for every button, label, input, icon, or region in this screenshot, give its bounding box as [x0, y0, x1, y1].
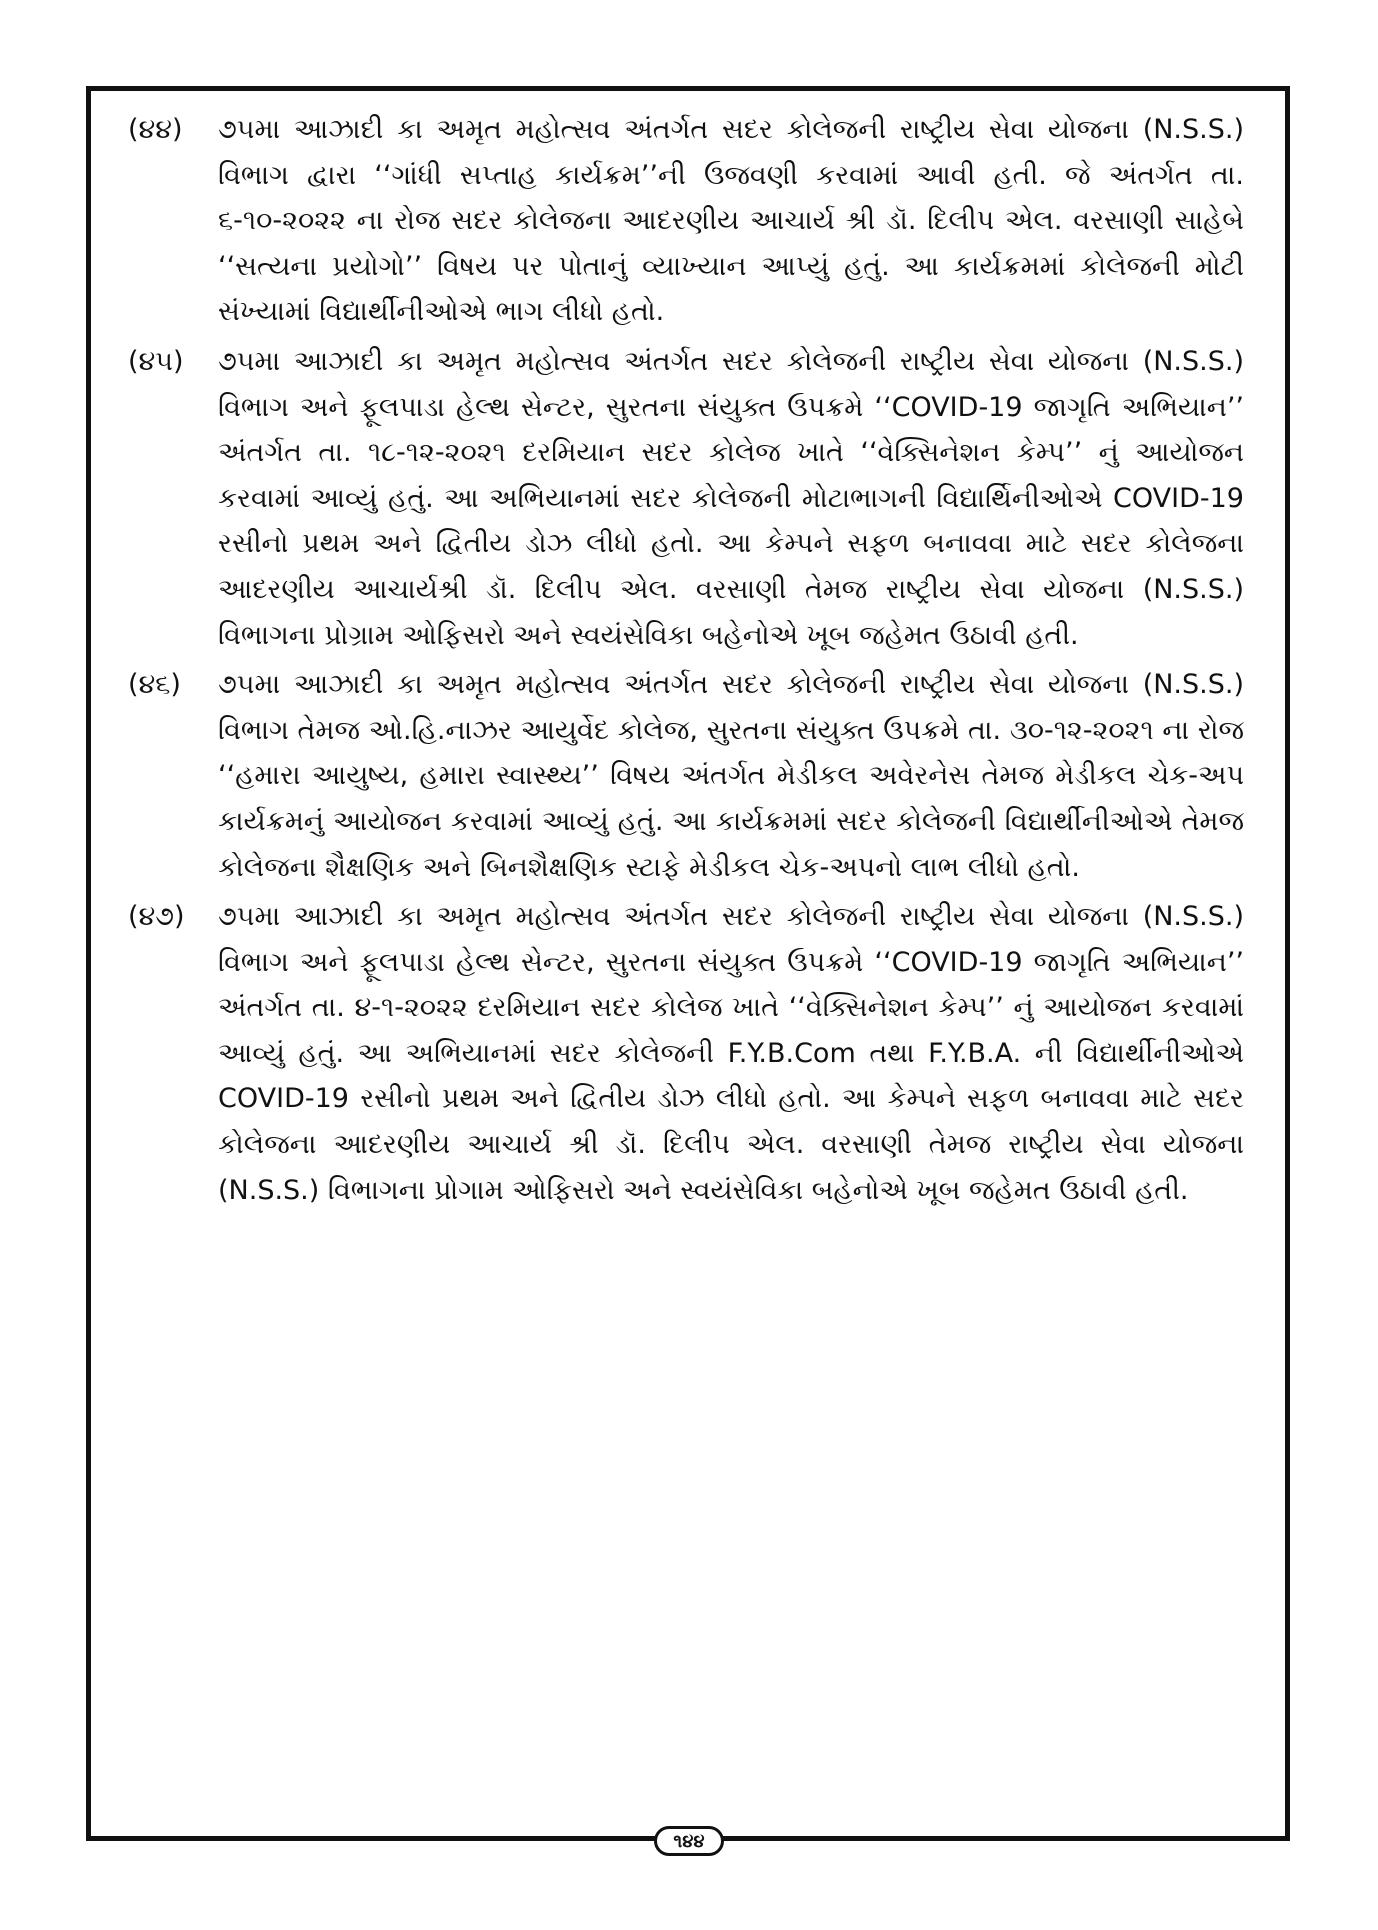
item-text: ૭૫મા આઝાદી કા અમૃત મહોત્સવ અંતર્ગત સદર કોલેજની રાષ્ટ્રીય સેવા યોજના (N.S.S.) વિભાગ અને ફૂલપાડા હેલ્થ સેન્ટર, સુરતના સંયુક્ત ઉપક્રમે ‘‘COVID-19 જાગૃતિ અભિયાન’’ અંતર્ગત તા. ૧૮-૧૨-૨૦૨૧ દરમિયાન સદર કોલેજ ખાતે ‘‘વેક્સિનેશન કેમ્પ’’ નું આયોજન કરવામાં આવ્યું હતું. આ અભિયાનમાં સદર કોલેજની મોટાભાગની વિદ્યાર્થિનીઓએ COVID-19 રસીનો પ્રથમ અને દ્વિતીય ડોઝ લીધો હતો. આ કેમ્પને સફળ બનાવવા માટે સદર કોલેજના આદરણીય આચાર્યશ્રી ડૉ. દિલીપ એલ. વરસાણી તેમજ રાષ્ટ્રીય સેવા યોજના (N.S.S.) વિભાગના પ્રોગ્રામ ઓફિસરો અને સ્વયંસેવિકા બહેનોએ ખૂબ જહેમત ઉઠાવી હતી.	[218, 345, 1244, 651]
list-item	[128, 662, 1248, 890]
page-number: ૧૪૪	[654, 1826, 724, 1856]
item-number: (૪૪)	[128, 114, 183, 145]
item-text: ૭૫મા આઝાદી કા અમૃત મહોત્સવ અંતર્ગત સદર કોલેજની રાષ્ટ્રીય સેવા યોજના (N.S.S.) વિભાગ અને ફૂલપાડા હેલ્થ સેન્ટર, સુરતના સંયુક્ત ઉપક્રમે ‘‘COVID-19 જાગૃતિ અભિયાન’’ અંતર્ગત તા. ૪-૧-૨૦૨૨ દરમિયાન સદર કોલેજ ખાતે ‘‘વેક્સિનેશન કેમ્પ’’ નું આયોજન કરવામાં આવ્યું હતું. આ અભિયાનમાં સદર કોલેજની F.Y.B.Com તથા F.Y.B.A. ની વિદ્યાર્થીનીઓએ COVID-19 રસીનો પ્રથમ અને દ્વિતીય ડોઝ લીધો હતો. આ કેમ્પને સફળ બનાવવા માટે સદર કોલેજના આદરણીય આચાર્ય શ્રી ડૉ. દિલીપ એલ. વરસાણી તેમજ રાષ્ટ્રીય સેવા યોજના (N.S.S.) વિભાગના પ્રોગામ ઓફિસરો અને સ્વયંસેવિકા બહેનોએ ખૂબ જહેમત ઉઠાવી હતી.	[218, 901, 1244, 1206]
item-number: (૪૬)	[128, 669, 181, 701]
item-text: ૭૫મા આઝાદી કા અમૃત મહોત્સવ અંતર્ગત સદર કોલેજની રાષ્ટ્રીય સેવા યોજના (N.S.S.) વિભાગ દ્વારા ‘‘ગાંધી સપ્તાહ કાર્યક્રમ’’ની ઉજવણી કરવામાં આવી હતી. જે અંતર્ગત તા. ૬-૧૦-૨૦૨૨ ના રોજ સદર કોલેજના આદરણીય આચાર્ય શ્રી ડૉ. દિલીપ એલ. વરસાણી સાહેબે ‘‘સત્યના પ્રયોગો’’ વિષય પર પોતાનું વ્યાખ્યાન આપ્યું હતું. આ કાર્યક્રમમાં કોલેજની મોટી સંખ્યામાં વિદ્યાર્થીનીઓએ ભાગ લીધો હતો.	[218, 114, 1244, 328]
item-number: (૪૫)	[128, 345, 184, 377]
list-item	[128, 894, 1248, 1213]
list-item	[128, 339, 1248, 658]
item-text: ૭૫મા આઝાદી કા અમૃત મહોત્સવ અંતર્ગત સદર કોલેજની રાષ્ટ્રીય સેવા યોજના (N.S.S.) વિભાગ તેમજ ઓ.હિ.નાઝર આયુર્વેદ કોલેજ, સુરતના સંયુક્ત ઉપક્રમે તા. ૩૦-૧૨-૨૦૨૧ ના રોજ ‘‘હમારા આયુષ્ય, હમારા સ્વાસ્થ્ય’’ વિષય અંતર્ગત મેડીકલ અવેરનેસ તેમજ મેડીકલ ચેક-અપ કાર્યક્રમનું આયોજન કરવામાં આવ્યું હતું. આ કાર્યક્રમમાં સદર કોલેજની વિદ્યાર્થીનીઓએ તેમજ કોલેજના શૈક્ષણિક અને બિનશૈક્ષણિક સ્ટાફે મેડીકલ ચેક-અપનો લાભ લીધો હતો.	[218, 669, 1244, 883]
list-item	[128, 107, 1248, 335]
page-content	[128, 107, 1248, 1217]
item-number: (૪૭)	[128, 901, 185, 933]
